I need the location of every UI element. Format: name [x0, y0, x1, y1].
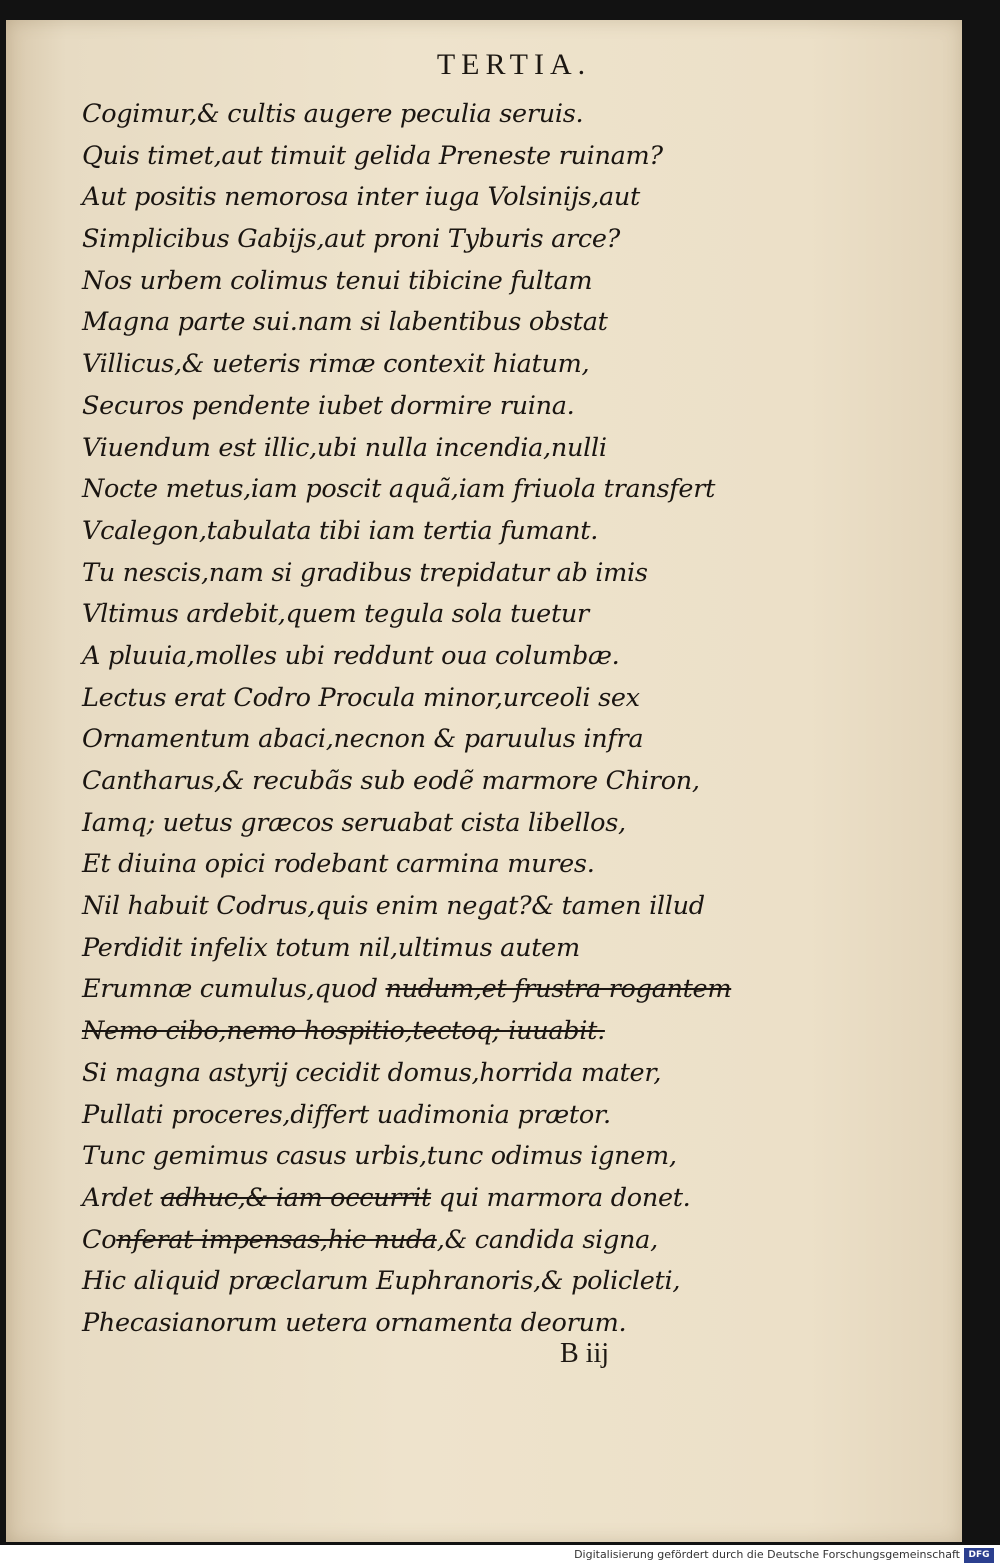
- verse-line: [82, 1095, 842, 1137]
- verse-block: [82, 94, 842, 1345]
- verse-text: Pullati proceres,differt uadimonia prætor.: [82, 1099, 611, 1130]
- verse-line: [82, 678, 842, 720]
- verse-line: [82, 594, 842, 636]
- verse-line: [82, 261, 842, 303]
- verse-text: Villicus,& ueteris rimæ contexit hiatum,: [82, 349, 590, 380]
- verse-line: [82, 1011, 842, 1053]
- verse-text: Co: [82, 1224, 117, 1255]
- verse-line: [82, 886, 842, 928]
- verse-text: Nos urbem colimus tenui tibicine fultam: [82, 265, 593, 296]
- verse-line: [82, 136, 842, 178]
- verse-line: [82, 1303, 842, 1345]
- verse-line: [82, 344, 842, 386]
- verse-text: A pluuia,molles ubi reddunt oua columbæ.: [82, 640, 620, 671]
- verse-text: Iamq; uetus græcos seruabat cista libellos,: [82, 807, 626, 838]
- verse-line: [82, 1220, 842, 1262]
- verse-line: [82, 636, 842, 678]
- struck-text: adhuc,& iam occurrit: [160, 1182, 431, 1213]
- verse-text: Lectus erat Codro Procula minor,urceoli sex: [82, 682, 640, 713]
- verse-text: Aut positis nemorosa inter iuga Volsinijs,aut: [82, 182, 640, 213]
- verse-line: [82, 1261, 842, 1303]
- verse-text: Magna parte sui.nam si labentibus obstat: [82, 307, 608, 338]
- verse-text: Tu nescis,nam si gradibus trepidatur ab imis: [82, 557, 648, 588]
- footer-credit: Digitalisierung gefördert durch die Deutsche Forschungsgemeinschaft: [574, 1548, 960, 1561]
- verse-line: [82, 511, 842, 553]
- verse-line: [82, 1053, 842, 1095]
- verse-text: Vcalegon,tabulata tibi iam tertia fumant.: [82, 515, 599, 546]
- verse-text: ,& candida signa,: [436, 1224, 658, 1255]
- verse-line: [82, 1136, 842, 1178]
- verse-text: Cantharus,& recubãs sub eodẽ marmore Chiron,: [82, 766, 700, 796]
- verse-text: Ardet: [82, 1182, 161, 1213]
- verse-text: Cogimur,& cultis augere peculia seruis.: [82, 99, 584, 129]
- verse-text: Hic aliquid præclarum Euphranoris,& policleti,: [82, 1266, 681, 1297]
- struck-text: nudum,et frustra rogantem: [385, 974, 732, 1005]
- verse-line: [82, 302, 842, 344]
- verse-text: Nil habuit Codrus,quis enim negat?& tamen illud: [82, 891, 705, 922]
- verse-line: [82, 428, 842, 470]
- dfg-logo: DFG: [964, 1548, 994, 1563]
- running-head: TERTIA.: [436, 48, 592, 81]
- verse-text: qui marmora donet.: [430, 1182, 691, 1213]
- footer-bar: [0, 1545, 1000, 1566]
- verse-text: Perdidit infelix totum nil,ultimus autem: [82, 932, 580, 963]
- verse-text: Phecasianorum uetera ornamenta deorum.: [82, 1307, 627, 1338]
- verse-line: [82, 969, 842, 1011]
- verse-line: [82, 719, 842, 761]
- struck-text: nferat impensas,hic nuda: [116, 1224, 437, 1255]
- verse-text: Simplicibus Gabijs,aut proni Tyburis arce?: [82, 224, 621, 255]
- verse-text: Erumnæ cumulus,quod: [82, 974, 386, 1005]
- verse-text: Si magna astyrij cecidit domus,horrida mater,: [82, 1057, 662, 1088]
- struck-text: Nemo cibo,nemo hospitio,tectoq; iuuabit.: [82, 1016, 605, 1047]
- verse-line: [82, 1178, 842, 1220]
- verse-text: Securos pendente iubet dormire ruina.: [82, 390, 575, 421]
- verse-text: Tunc gemimus casus urbis,tunc odimus ignem,: [82, 1141, 677, 1172]
- verse-line: [82, 219, 842, 261]
- verse-text: Vltimus ardebit,quem tegula sola tuetur: [82, 599, 589, 630]
- book-page: [6, 20, 962, 1542]
- verse-line: [82, 386, 842, 428]
- signature-mark: B iij: [560, 1338, 610, 1369]
- verse-line: [82, 469, 842, 511]
- verse-text: Ornamentum abaci,necnon & paruulus infra: [82, 724, 644, 755]
- verse-line: [82, 803, 842, 845]
- verse-line: [82, 928, 842, 970]
- verse-text: Quis timet,aut timuit gelida Preneste ruinam?: [82, 140, 663, 171]
- verse-line: [82, 94, 842, 136]
- verse-line: [82, 177, 842, 219]
- verse-text: Nocte metus,iam poscit aquã,iam friuola transfert: [82, 474, 716, 505]
- verse-line: [82, 844, 842, 886]
- verse-line: [82, 761, 842, 803]
- verse-line: [82, 553, 842, 595]
- verse-text: Viuendum est illic,ubi nulla incendia,nulli: [82, 432, 607, 463]
- verse-text: Et diuina opici rodebant carmina mures.: [82, 849, 595, 880]
